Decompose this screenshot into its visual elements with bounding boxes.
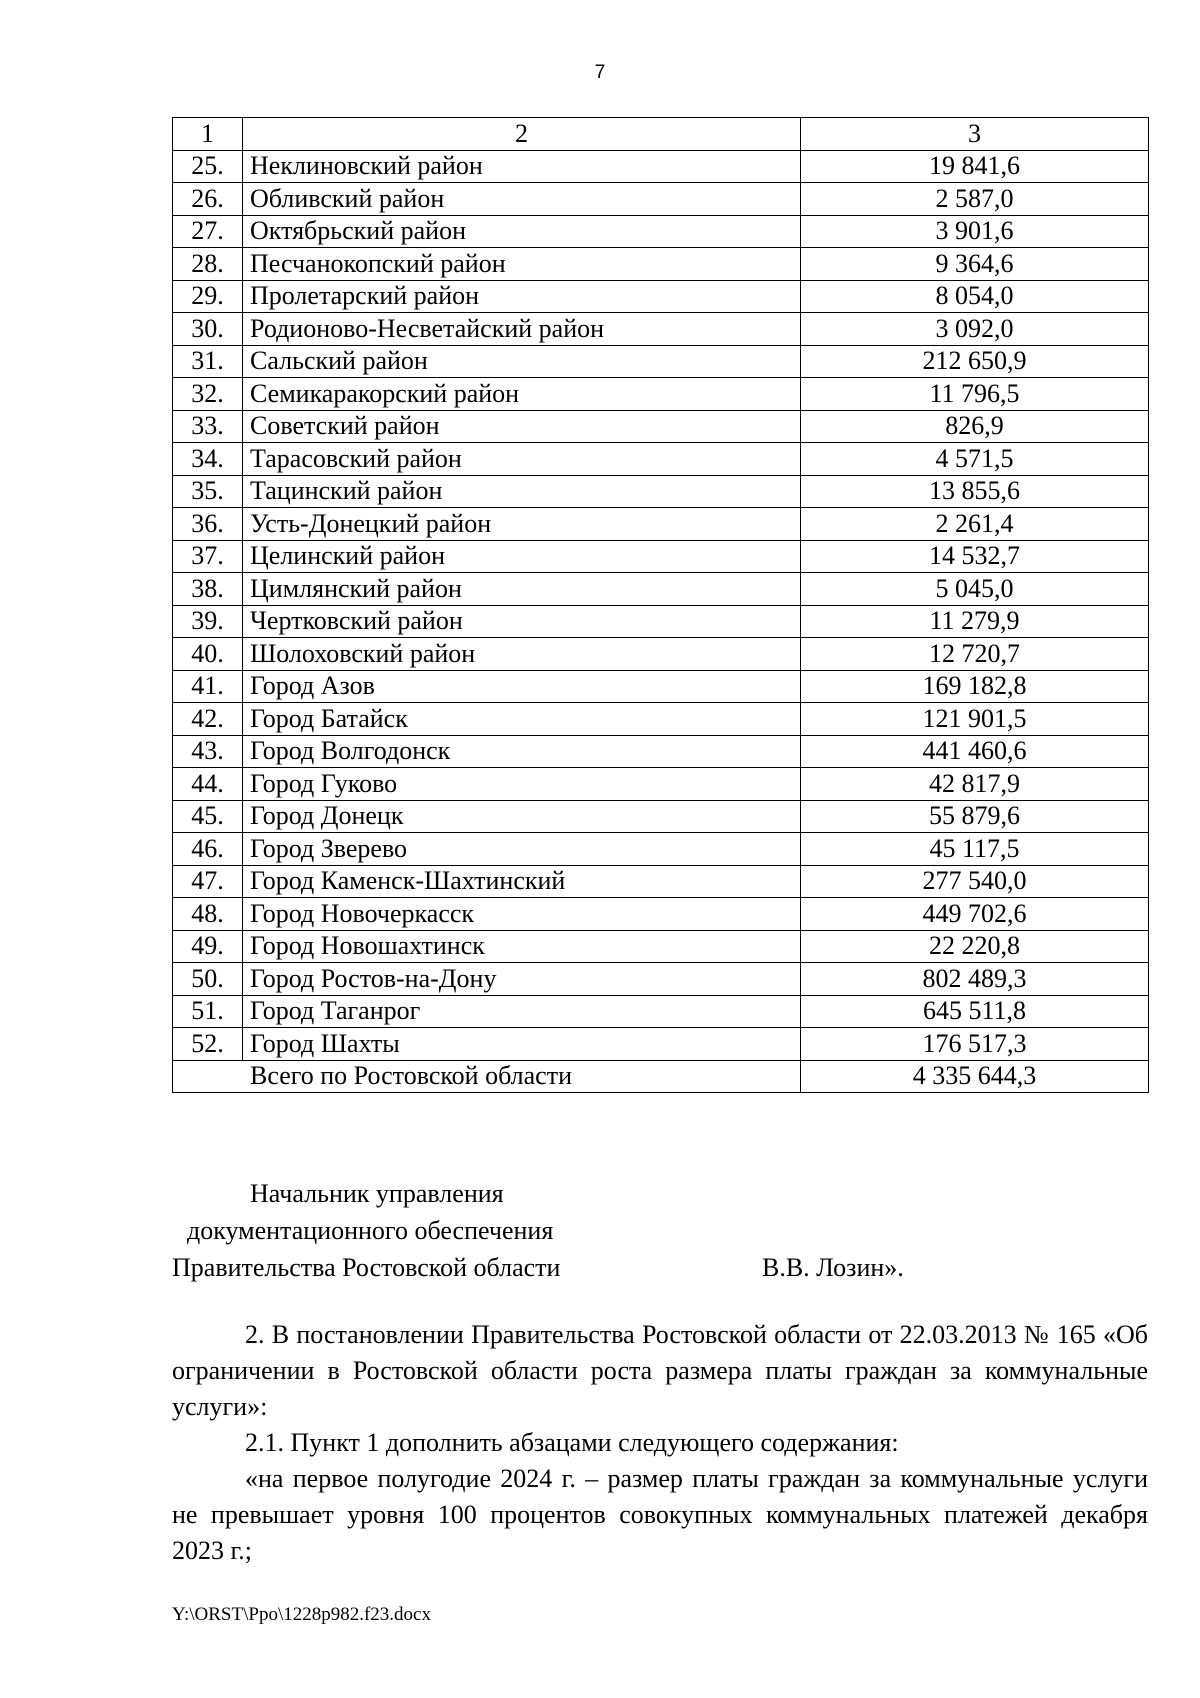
row-name: Город Новошахтинск bbox=[243, 930, 801, 963]
row-value: 55 879,6 bbox=[801, 800, 1149, 833]
header-col-3: 3 bbox=[801, 118, 1149, 151]
row-value: 2 261,4 bbox=[801, 508, 1149, 541]
table-row bbox=[173, 703, 1149, 736]
row-value: 826,9 bbox=[801, 410, 1149, 443]
table-row bbox=[173, 410, 1149, 443]
row-name: Сальский район bbox=[243, 345, 801, 378]
table-row bbox=[173, 800, 1149, 833]
table-row bbox=[173, 1028, 1149, 1061]
row-value: 9 364,6 bbox=[801, 248, 1149, 281]
row-name: Город Зверево bbox=[243, 833, 801, 866]
row-number: 29. bbox=[173, 280, 243, 313]
paragraph-1: 2. В постановлении Правительства Ростовской области от 22.03.2013 № 165 «Об ограничении в Ростовской области роста размера платы граждан за коммунальные услуги»: bbox=[172, 1320, 1148, 1421]
row-value: 19 841,6 bbox=[801, 150, 1149, 183]
row-name: Тарасовский район bbox=[243, 443, 801, 476]
row-name: Неклиновский район bbox=[243, 150, 801, 183]
row-number: 40. bbox=[173, 638, 243, 671]
row-number: 39. bbox=[173, 605, 243, 638]
row-value: 45 117,5 bbox=[801, 833, 1149, 866]
body-text bbox=[172, 1317, 1148, 1569]
row-number: 52. bbox=[173, 1028, 243, 1061]
row-number: 37. bbox=[173, 540, 243, 573]
row-name: Город Шахты bbox=[243, 1028, 801, 1061]
row-number: 51. bbox=[173, 995, 243, 1028]
row-value: 169 182,8 bbox=[801, 670, 1149, 703]
row-number: 36. bbox=[173, 508, 243, 541]
row-number: 38. bbox=[173, 573, 243, 606]
row-number: 27. bbox=[173, 215, 243, 248]
row-name: Шолоховский район bbox=[243, 638, 801, 671]
row-value: 5 045,0 bbox=[801, 573, 1149, 606]
paragraph-3: «на первое полугодие 2024 г. – размер платы граждан за коммунальные услуги не превышает уровня 100 процентов совокупных коммунальных платежей декабря 2023 г.; bbox=[172, 1464, 1148, 1565]
table-row bbox=[173, 313, 1149, 346]
row-number: 30. bbox=[173, 313, 243, 346]
table-row bbox=[173, 215, 1149, 248]
row-value: 22 220,8 bbox=[801, 930, 1149, 963]
table-row bbox=[173, 898, 1149, 931]
row-value: 3 901,6 bbox=[801, 215, 1149, 248]
table-row bbox=[173, 930, 1149, 963]
row-value: 277 540,0 bbox=[801, 865, 1149, 898]
header-col-2: 2 bbox=[243, 118, 801, 151]
row-number: 48. bbox=[173, 898, 243, 931]
row-value: 212 650,9 bbox=[801, 345, 1149, 378]
table-row bbox=[173, 475, 1149, 508]
table-row bbox=[173, 605, 1149, 638]
table-row bbox=[173, 573, 1149, 606]
row-name: Чертковский район bbox=[243, 605, 801, 638]
row-name: Пролетарский район bbox=[243, 280, 801, 313]
row-number: 43. bbox=[173, 735, 243, 768]
row-value: 449 702,6 bbox=[801, 898, 1149, 931]
row-value: 3 092,0 bbox=[801, 313, 1149, 346]
table-row bbox=[173, 183, 1149, 216]
total-value: 4 335 644,3 bbox=[801, 1060, 1149, 1093]
row-name: Город Ростов-на-Дону bbox=[243, 963, 801, 996]
row-name: Советский район bbox=[243, 410, 801, 443]
table-row bbox=[173, 963, 1149, 996]
table-row bbox=[173, 378, 1149, 411]
table-row bbox=[173, 508, 1149, 541]
row-name: Обливский район bbox=[243, 183, 801, 216]
row-value: 8 054,0 bbox=[801, 280, 1149, 313]
table-row bbox=[173, 150, 1149, 183]
row-name: Семикаракорский район bbox=[243, 378, 801, 411]
table-row bbox=[173, 638, 1149, 671]
row-value: 441 460,6 bbox=[801, 735, 1149, 768]
data-table bbox=[172, 117, 1149, 1093]
row-value: 176 517,3 bbox=[801, 1028, 1149, 1061]
row-number: 47. bbox=[173, 865, 243, 898]
row-value: 13 855,6 bbox=[801, 475, 1149, 508]
row-number: 31. bbox=[173, 345, 243, 378]
row-name: Целинский район bbox=[243, 540, 801, 573]
signature-name: В.В. Лозин». bbox=[762, 1253, 904, 1282]
row-name: Тацинский район bbox=[243, 475, 801, 508]
row-number: 41. bbox=[173, 670, 243, 703]
row-name: Октябрьский район bbox=[243, 215, 801, 248]
row-number: 26. bbox=[173, 183, 243, 216]
signature-position-line1: Начальник управления bbox=[250, 1179, 504, 1208]
table-row bbox=[173, 540, 1149, 573]
row-name: Город Гуково bbox=[243, 768, 801, 801]
row-number: 44. bbox=[173, 768, 243, 801]
row-value: 802 489,3 bbox=[801, 963, 1149, 996]
table-row bbox=[173, 865, 1149, 898]
table-row bbox=[173, 670, 1149, 703]
row-name: Родионово-Несветайский район bbox=[243, 313, 801, 346]
signature-position-line2: документационного обеспечения bbox=[187, 1216, 554, 1245]
table-total-row bbox=[173, 1060, 1149, 1093]
row-number: 35. bbox=[173, 475, 243, 508]
signature-block bbox=[172, 1175, 1148, 1286]
signature-position-line3-text: Правительства Ростовской области bbox=[172, 1253, 561, 1282]
table-row bbox=[173, 345, 1149, 378]
footer-file-path: Y:\ORST\Ppo\1228p982.f23.docx bbox=[172, 1604, 431, 1625]
row-value: 12 720,7 bbox=[801, 638, 1149, 671]
row-name: Город Батайск bbox=[243, 703, 801, 736]
row-name: Песчанокопский район bbox=[243, 248, 801, 281]
row-number: 46. bbox=[173, 833, 243, 866]
row-number: 25. bbox=[173, 150, 243, 183]
page-number: 7 bbox=[594, 62, 606, 83]
row-name: Город Азов bbox=[243, 670, 801, 703]
row-name: Город Таганрог bbox=[243, 995, 801, 1028]
row-value: 4 571,5 bbox=[801, 443, 1149, 476]
row-number: 50. bbox=[173, 963, 243, 996]
table-row bbox=[173, 833, 1149, 866]
table-row bbox=[173, 995, 1149, 1028]
table-row bbox=[173, 735, 1149, 768]
row-number: 49. bbox=[173, 930, 243, 963]
row-value: 645 511,8 bbox=[801, 995, 1149, 1028]
table-row bbox=[173, 443, 1149, 476]
table-row bbox=[173, 248, 1149, 281]
row-value: 11 796,5 bbox=[801, 378, 1149, 411]
row-value: 121 901,5 bbox=[801, 703, 1149, 736]
table-row bbox=[173, 768, 1149, 801]
row-number: 33. bbox=[173, 410, 243, 443]
row-name: Город Волгодонск bbox=[243, 735, 801, 768]
row-value: 42 817,9 bbox=[801, 768, 1149, 801]
row-name: Усть-Донецкий район bbox=[243, 508, 801, 541]
row-number: 28. bbox=[173, 248, 243, 281]
signature-position-line3 bbox=[172, 1249, 1148, 1286]
row-value: 2 587,0 bbox=[801, 183, 1149, 216]
table-body bbox=[173, 118, 1149, 1093]
paragraph-2: 2.1. Пункт 1 дополнить абзацами следующего содержания: bbox=[245, 1428, 899, 1457]
row-number: 42. bbox=[173, 703, 243, 736]
row-value: 14 532,7 bbox=[801, 540, 1149, 573]
total-label: Всего по Ростовской области bbox=[173, 1060, 801, 1093]
row-number: 45. bbox=[173, 800, 243, 833]
row-name: Цимлянский район bbox=[243, 573, 801, 606]
row-value: 11 279,9 bbox=[801, 605, 1149, 638]
row-name: Город Новочеркасск bbox=[243, 898, 801, 931]
table-header-row bbox=[173, 118, 1149, 151]
row-number: 34. bbox=[173, 443, 243, 476]
row-name: Город Донецк bbox=[243, 800, 801, 833]
row-number: 32. bbox=[173, 378, 243, 411]
header-col-1: 1 bbox=[173, 118, 243, 151]
table-row bbox=[173, 280, 1149, 313]
row-name: Город Каменск-Шахтинский bbox=[243, 865, 801, 898]
